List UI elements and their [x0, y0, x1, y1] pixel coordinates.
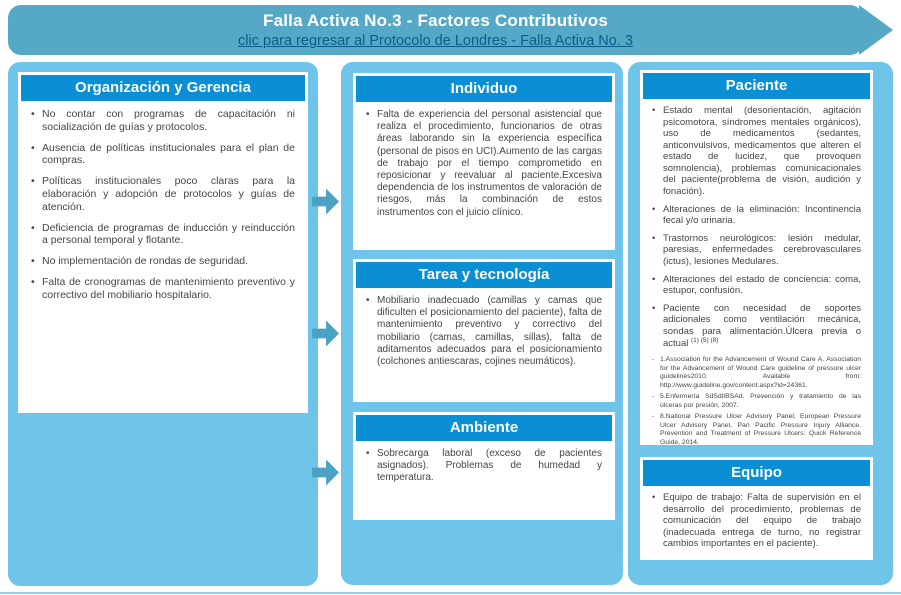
footnote-item: - 1.Association for the Advancement of Wound Care A. Association for the Advancement of Wound Care guideline of pressure ulcer guidelines2010. Available from: http://www.guideline.gov/content.aspx?id=24361. — [652, 356, 861, 390]
list-item: • No implementación de rondas de seguridad. — [31, 255, 295, 268]
page-title: Falla Activa No.3 - Factores Contributivos — [262, 11, 608, 30]
list-item: • No contar con programas de capacitación ni socialización de guías y protocolos. — [31, 108, 295, 134]
equipo-body — [643, 486, 870, 550]
right-factors-panel — [628, 62, 893, 585]
list-item: • Falta de cronogramas de mantenimiento preventivo y correctivo del mobiliario hospitalario. — [31, 276, 295, 302]
footnotes — [652, 356, 861, 447]
individuo-box — [353, 73, 615, 250]
list-item: • Deficiencia de programas de inducción y reinducción a personal temporal y flotante. — [31, 222, 295, 248]
organizacion-gerencia-panel — [8, 62, 318, 586]
ambiente-box — [353, 412, 615, 520]
ambiente-body — [356, 441, 612, 485]
back-to-protocol-link[interactable]: clic para regresar al Protocolo de Londres - Falla Activa No. 3 — [238, 33, 633, 49]
reference-superscript: (1) (5) (8) — [691, 337, 719, 345]
tarea-tecnologia-box — [353, 259, 615, 402]
tarea-tecnologia-body — [356, 288, 612, 368]
list-item: • Mobiliario inadecuado (camillas y camas que dificulten el posicionamiento del paciente), falta de mantenimiento preventivo y correctivo del mobiliario (camas, camillas, sillas), falta de aditamentos adecuados para el posicionamiento (colchones antiescaras, cojines neumáticos). — [366, 295, 602, 368]
bottom-divider — [0, 592, 901, 594]
organizacion-gerencia-header: Organización y Gerencia — [21, 75, 305, 101]
equipo-box — [640, 457, 873, 560]
footnote-item: - 5.Enfermería SdSdlIBSAd. Prevención y tratamiento de las úlceras por presión, 2007. — [652, 393, 861, 410]
list-item: • Ausencia de políticas institucionales para el plan de compras. — [31, 142, 295, 168]
individuo-body — [356, 102, 612, 219]
list-item: • Sobrecarga laboral (exceso de pacientes asignados). Problemas de humedad y temperatura. — [366, 448, 602, 485]
individuo-header: Individuo — [356, 76, 612, 102]
tarea-tecnologia-header: Tarea y tecnología — [356, 262, 612, 288]
list-item — [652, 303, 861, 350]
footnote-item: - 8.National Pressure Ulcer Advisory Panel, European Pressure Ulcer Advisory Panel, Pan Pacific Pressure Injury Alliance. Prevention and Treatment of Pressure Ulcers: Quick Reference Guide, 2014. — [652, 413, 861, 447]
list-item: • Equipo de trabajo: Falta de supervisión en el desarrollo del procedimiento, problemas de comunicación del equipo de trabajo (inadecuada entrega de turno, no registrar cambios importantes en el paciente). — [652, 492, 861, 550]
list-item: • Alteraciones de la eliminación: Incontinencia fecal y/o urinaria. — [652, 204, 861, 227]
equipo-header: Equipo — [643, 460, 870, 486]
banner-content — [8, 5, 863, 55]
ambiente-header: Ambiente — [356, 415, 612, 441]
organizacion-gerencia-body — [21, 101, 305, 302]
paciente-header: Paciente — [643, 73, 870, 99]
list-item: • Alteraciones del estado de conciencia: coma, estupor, confusión. — [652, 274, 861, 297]
banner-arrow-tip-icon — [859, 5, 893, 55]
paciente-body — [643, 99, 870, 447]
paciente-box — [640, 70, 873, 445]
organizacion-gerencia-box — [18, 72, 308, 413]
list-item: • Políticas institucionales poco claras para la elaboración y adopción de protocolos y guías de atención. — [31, 175, 295, 213]
list-item-text: Paciente con necesidad de soportes adicionales como ventilación mecánica, sondas para alimentación.Úlcera previa o actual — [663, 302, 861, 350]
list-item: • Estado mental (desorientación, agitación psicomotora, síndromes mentales orgánicos), uso de medicamentos (sedantes, anticonvulsivos, medicamentos que alteren el estado de lucidez, que provoquen somnolencia), problemas comunicacionales del paciente(problema de visión, audición y fonación). — [652, 105, 861, 198]
title-banner — [8, 5, 893, 55]
list-item: • Falta de experiencia del personal asistencial que realiza el procedimiento, funcionarios de otras áreas laborando sin la experiencia específica (personal de pisos en UCI).Aumento de las cargas de trabajo por el tiempo comprometido en reposicionar y reevaluar al paciente.Excesiva dependencia de los instrumentos de valoración de riesgos, más la combinación de estos instrumentos con el juicio clínico. — [366, 109, 602, 219]
list-item: • Trastornos neurológicos: lesión medular, paresias, enfermedades cerebrovasculares (ictus), lesiones Medulares. — [652, 233, 861, 268]
middle-factors-panel — [341, 62, 623, 585]
